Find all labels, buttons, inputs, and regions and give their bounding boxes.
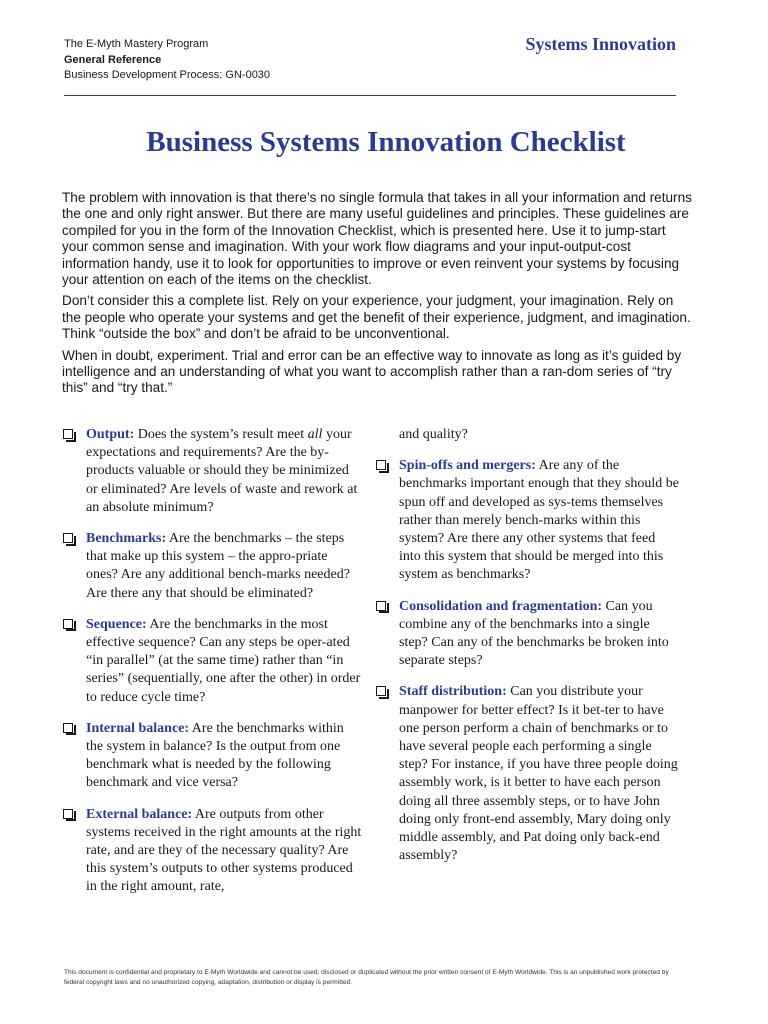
checklist-item-staff-distribution [375,683,680,865]
section-title: Systems Innovation [525,34,676,54]
checkbox-icon [376,686,386,696]
item-text: your expectations and requirements? Are the by-products valuable or should they be minimized or eliminated? Are levels of waste and rework at an absolute minimum? [86,427,358,515]
checklist-item-output [62,426,362,517]
document-header [64,37,270,84]
item-label: Spin-offs and mergers: [399,458,536,474]
confidentiality-footer: This document is confidential and proprietary to E-Myth Worldwide and cannot be used, disclosed or duplicated without the prior written consent of E-Myth Worldwide. This is an unpublished work protected by federal copyright laws and no unauthorized copying, adaptation, distribution or display is permitted. [64,969,669,986]
item-text: Are outputs from other systems received in the right amounts at the right rate, and are they of the necessary quality? Are this system’s outputs to other systems produced in the right amount, rate, [86,806,362,895]
item-emphasis: all [307,427,323,442]
checkbox-icon [63,723,73,733]
item-label: Internal balance: [86,720,190,736]
item-text: Are the benchmarks within the system in balance? Is the output from one benchmark what is needed by the following benchmark and vice versa? [86,720,344,791]
program-name: The E-Myth Mastery Program [64,38,209,50]
item-text: Can you combine any of the benchmarks into a single step? Can any of the benchmarks be broken into separate steps? [399,598,669,669]
checklist-item-spin-offs [375,457,680,584]
item-text: Are the benchmarks in the most effective sequence? Can any steps be oper-ated “in parallel” (at the same time) rather than “in series” (sequentially, one after the other) in order to reduce cycle time? [86,616,361,705]
intro-text [62,190,692,402]
intro-paragraph: When in doubt, experiment. Trial and error can be an effective way to innovate as long as it’s guided by intelligence and an understanding of what you want to accomplish rather than a ran-dom series of “try this” and “try that.” [62,347,682,396]
item-label: Consolidation and fragmentation: [399,598,603,614]
checkbox-icon [63,533,73,543]
checklist-right-column [375,426,680,878]
item-text: Does the system’s result meet [137,427,308,442]
checklist-item-sequence [62,616,362,707]
item-label: Sequence: [86,616,147,632]
checklist-item-benchmarks [62,530,362,603]
item-label: Staff distribution: [399,684,507,700]
intro-paragraph: The problem with innovation is that there’s no single formula that takes in all your information and returns the one and only right answer. But there are many useful guidelines and principles. These guidelines are compiled for you in the form of the Innovation Checklist, which is presented here. Use it to jump-start your common sense and imagination. With your work flow diagrams and your input-output-cost information handy, use it to look for opportunities to improve or even reinvent your systems by focusing your attention on each of the items on the checklist. [62,190,692,288]
reference-label: General Reference [64,53,162,66]
checkbox-icon [63,429,73,439]
header-divider [64,95,676,96]
item-label: External balance: [86,806,193,822]
checkbox-icon [376,601,386,611]
checkbox-icon [63,809,73,819]
item-label: Output: [86,427,135,442]
item-text: Are any of the benchmarks important enough that they should be spun off and developed as sys-tems themselves rather than merely bench-marks within this system? Are there any other systems that feed into this system that should be merged into this system as benchmarks? [399,458,679,583]
checkbox-icon [376,460,386,470]
checklist-item-external-balance [62,806,362,897]
checklist-item-consolidation [375,598,680,671]
process-code: Business Development Process: GN-0030 [64,69,271,81]
page-title: Business Systems Innovation Checklist [146,126,626,158]
checkbox-icon [63,619,73,629]
item-label: Benchmarks: [86,531,167,547]
item-text: Can you distribute your manpower for better effect? Is it bet-ter to have one person perform a chain of benchmarks or to have several people each performing a single step? For instance, if you have three people doing assembly work, is it better to have each person doing all three assembly steps, or to have John doing only front-end assembly, Mary doing only middle assembly, and Pat doing only back-end assembly? [399,684,678,864]
checklist-left-column [62,426,362,910]
intro-paragraph: Don’t consider this a complete list. Rely on your experience, your judgment, your imagination. Rely on the people who operate your systems and get the benefit of their experience, judgment, and imagination. Think “outside the box” and don’t be afraid to be unconventional. [62,293,691,342]
item-continuation: and quality? [399,427,468,442]
item-text: Are the benchmarks – the steps that make up this system – the appro-priate ones? Are any additional bench-marks needed? Are there any that should be eliminated? [86,531,350,601]
checklist-item-internal-balance [62,720,362,793]
